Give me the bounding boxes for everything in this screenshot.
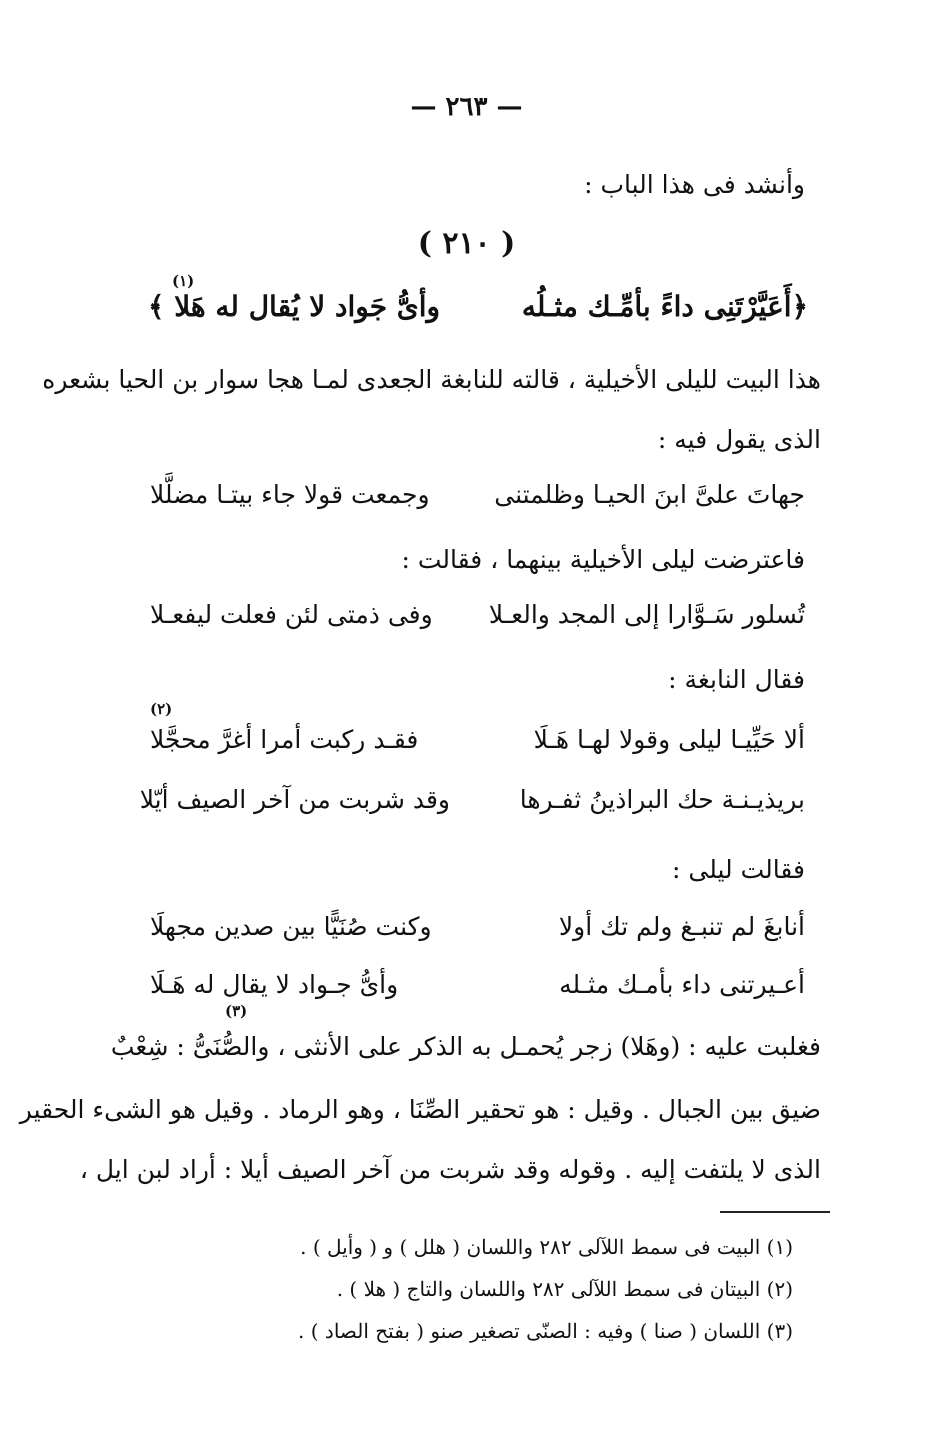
verse-hemistich: وقد شربت من آخر الصيف أيّلا	[139, 785, 450, 814]
intro-line: وأنشد فى هذا الباب :	[584, 170, 805, 199]
paragraph-line: هذا البيت لليلى الأخيلية ، قالته للنابغة الجعدى لمـا هجا سوار بن الحيا بشعره	[42, 365, 821, 394]
footnote: (٢) البيتان فى سمط اللآلى ٢٨٢ واللسان والتاج ( هلا ) .	[336, 1277, 793, 1301]
verse-hemistich: وفى ذمتى لئن فعلت ليفعـلا	[150, 600, 433, 629]
main-verse-second-hemistich: وأىُّ جَواد لا يُقال له هَلا ﴾	[148, 290, 440, 323]
footnote-marker-3: (٣)	[225, 1002, 248, 1020]
verse-hemistich: أنابغَ لم تنبـغ ولم تك أولا	[558, 912, 805, 941]
verse-hemistich: جهاتَ علىَّ ابنَ الحيـا وظلمتنى	[494, 480, 805, 509]
footnote-divider	[720, 1211, 830, 1213]
paragraph-line: فغلبت عليه : (وهَلا) زجر يُحمـل به الذكر على الأنثى ، والصُّنَىُّ : شِعْبٌ	[110, 1032, 821, 1061]
footnote-marker-2: (٢)	[150, 700, 173, 718]
paragraph-line: فاعترضت ليلى الأخيلية بينهما ، فقالت :	[401, 545, 805, 574]
verse-hemistich: وكنت صُنَيًّا بين صدين مجهلَا	[150, 912, 432, 941]
paragraph-line: الذى لا يلتفت إليه . وقوله وقد شربت من آخر الصيف أيلا : أراد لبن ايل ،	[79, 1155, 821, 1184]
paragraph-line: ضيق بين الجبال . وقيل : هو تحقير الصِّنَا ، وهو الرماد . وقيل هو الشىء الحقير	[19, 1095, 821, 1124]
footnote: (٣) اللسان ( صنا ) وفيه : الصنّى تصغير صنو ( بفتح الصاد ) .	[298, 1319, 793, 1343]
footnote-marker-1: (١)	[172, 272, 195, 290]
paragraph-line: الذى يقول فيه :	[657, 425, 821, 454]
paragraph-line: فقال النابغة :	[668, 665, 805, 694]
verse-hemistich: وجمعت قولا جاء بيتـا مضلَّلا	[150, 480, 430, 509]
verse-hemistich: فقـد ركبت أمرا أغرَّ محجَّلا	[150, 725, 419, 754]
paragraph-line: فقالت ليلى :	[672, 855, 805, 884]
verse-hemistich: بريذيـنـة حك البراذينُ ثفـرها	[519, 785, 805, 814]
verse-hemistich: تُسلور سَـوَّارا إلى المجد والعـلا	[488, 600, 805, 629]
verse-hemistich: ألا حَيِّيـا ليلى وقولا لهـا هَـلَا	[533, 725, 805, 754]
poem-number: ( ٢١٠ )	[417, 226, 516, 261]
verse-hemistich: أعـيرتنى داء بأمـك مثـله	[559, 970, 805, 999]
footnote: (١) البيت فى سمط اللآلى ٢٨٢ واللسان ( هلل ) و ( وأيل ) .	[300, 1235, 793, 1259]
verse-hemistich: وأىُّ جـواد لا يقال له هَـلَا	[150, 970, 399, 999]
main-verse-first-hemistich: ﴿أَعَيَّرْتَنِى داءً بأمِّـك مثـلُه	[521, 290, 808, 323]
page-number: — ٢٦٣ —	[410, 92, 523, 122]
